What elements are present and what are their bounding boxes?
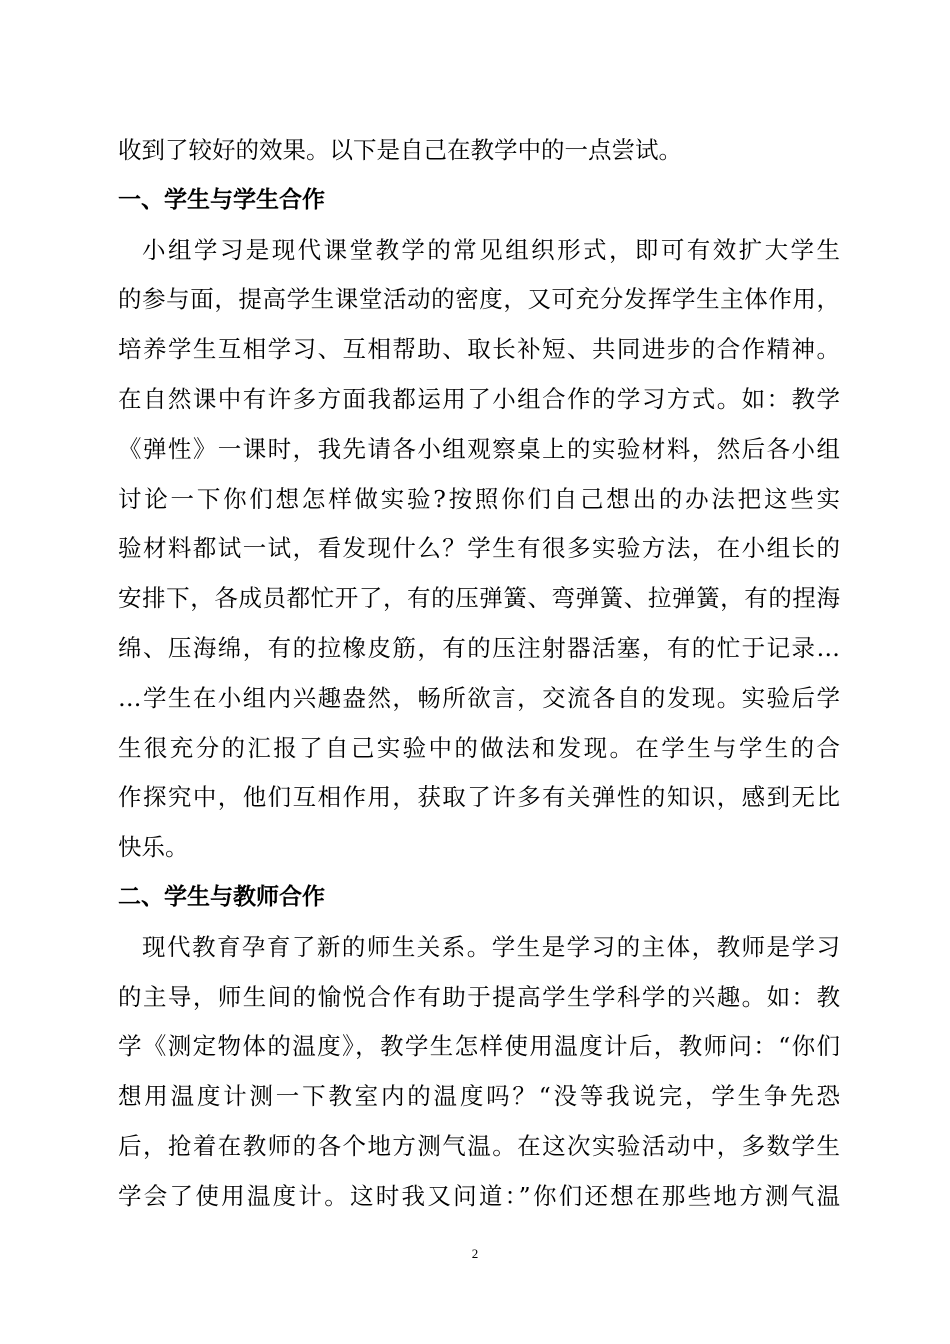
text-line: 学《测定物体的温度》，教学生怎样使用温度计后，教师问：“你们	[118, 1032, 840, 1061]
text-line: 想用温度计测一下教室内的温度吗？“没等我说完，学生争先恐	[118, 1082, 840, 1111]
text-line: 后，抢着在教师的各个地方测气温。在这次实验活动中，多数学生	[118, 1131, 840, 1160]
page-number: 2	[471, 1246, 479, 1261]
text-line: 安排下，各成员都忙开了，有的压弹簧、弯弹簧、拉弹簧，有的捏海	[118, 584, 840, 613]
text-line: 生很充分的汇报了自己实验中的做法和发现。在学生与学生的合	[118, 733, 840, 762]
text-line: 讨论一下你们想怎样做实验?按照你们自己想出的办法把这些实	[118, 484, 840, 513]
text-line: 小组学习是现代课堂教学的常见组织形式，即可有效扩大学生	[142, 235, 840, 264]
text-line: 现代教育孕育了新的师生关系。学生是学习的主体，教师是学习	[142, 932, 840, 961]
section-heading: 二、学生与教师合作	[118, 883, 325, 910]
text-line: 培养学生互相学习、互相帮助、取长补短、共同进步的合作精神。	[118, 335, 840, 364]
text-line: 的参与面，提高学生课堂活动的密度，又可充分发挥学生主体作用，	[118, 285, 840, 314]
text-line: 《弹性》一课时，我先请各小组观察桌上的实验材料，然后各小组	[118, 434, 840, 463]
text-line: 绵、压海绵，有的拉橡皮筋，有的压注射器活塞，有的忙于记录…	[118, 633, 840, 662]
section-heading: 一、学生与学生合作	[118, 186, 325, 213]
text-line: 收到了较好的效果。以下是自己在教学中的一点尝试。	[118, 136, 682, 164]
text-line: 学会了使用温度计。这时我又问道：”你们还想在那些地方测气温	[118, 1181, 840, 1210]
text-line: …学生在小组内兴趣盎然，畅所欲言，交流各自的发现。实验后学	[118, 683, 840, 712]
text-line: 作探究中，他们互相作用，获取了许多有关弹性的知识，感到无比	[118, 783, 840, 812]
body-text	[118, 126, 840, 1222]
text-line: 的主导，师生间的愉悦合作有助于提高学生学科学的兴趣。如：教	[118, 982, 840, 1011]
text-line: 快乐。	[118, 833, 189, 862]
text-line: 在自然课中有许多方面我都运用了小组合作的学习方式。如：教学	[118, 384, 840, 413]
text-line: 验材料都试一试，看发现什么？学生有很多实验方法，在小组长的	[118, 534, 840, 563]
